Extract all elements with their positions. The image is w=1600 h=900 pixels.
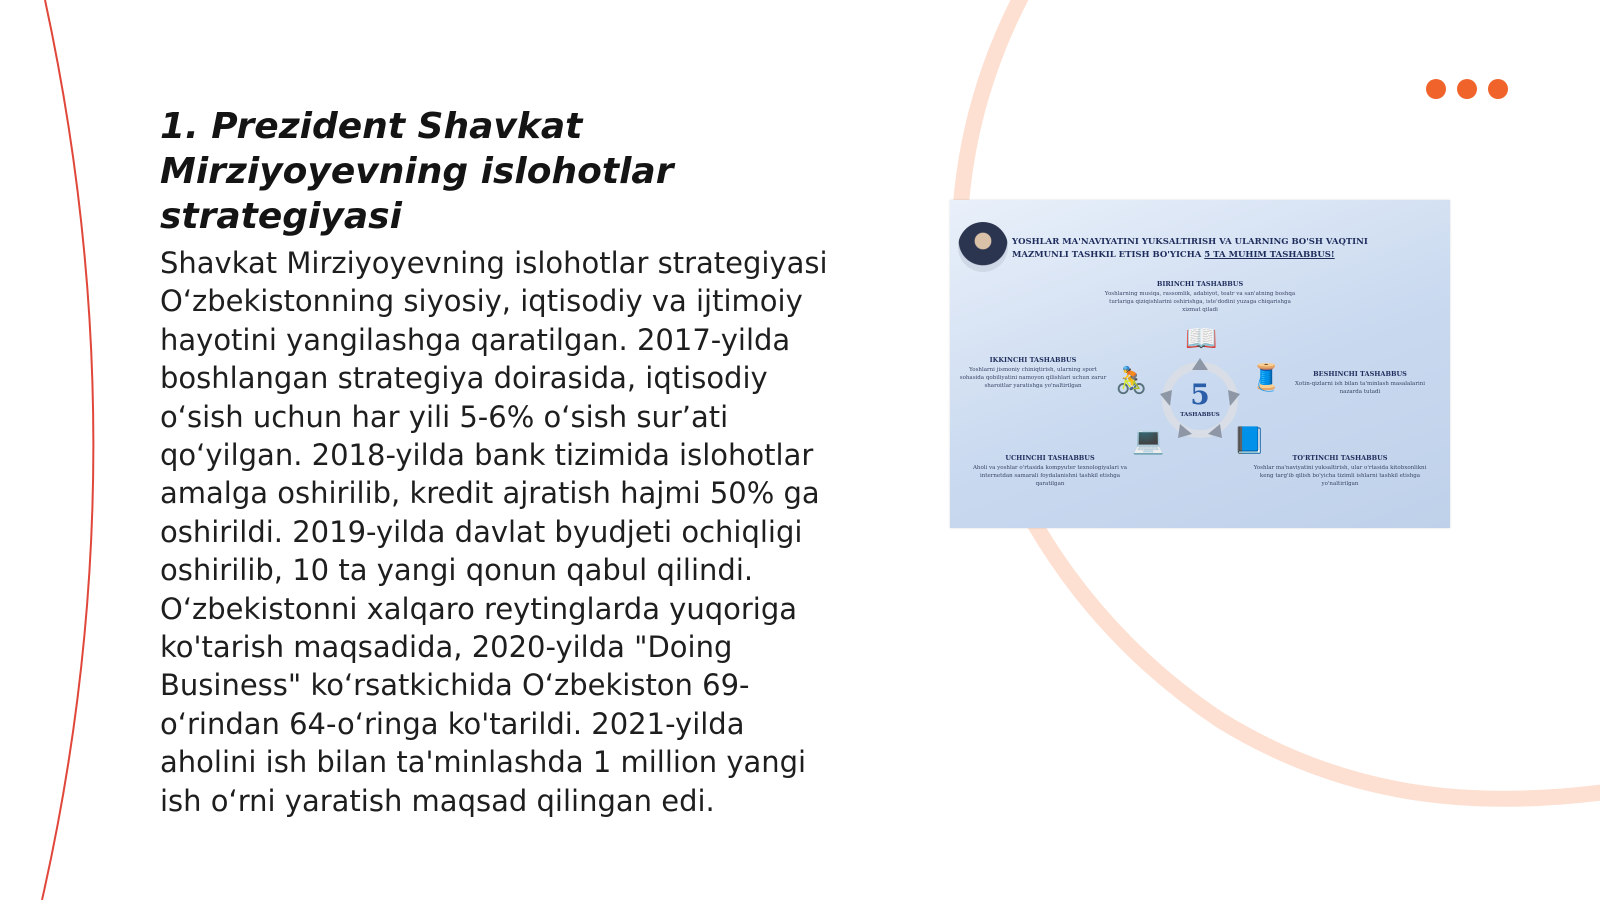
center-number: 5: [1190, 378, 1210, 411]
cyclist-icon: 🚴: [1115, 366, 1148, 396]
more-options-dots: [1426, 79, 1508, 99]
initiative-1-text: Yoshlarning musiqa, rassomlik, adabiyot, teatr va san'atning boshqa turlariga qiziqishlarini oshirishga, iste'dodini yuzaga chiqarishga xizmat qiladi: [1104, 291, 1296, 313]
decorative-red-line: [42, 0, 93, 900]
center-label: TASHABBUS: [1180, 412, 1220, 418]
portrait-image: [958, 222, 1008, 272]
dot-icon: [1457, 79, 1477, 99]
computer-icon: 💻: [1132, 426, 1165, 456]
initiative-2-text: Yoshlarni jismoniy chiniqtirish, ularning sport sohasida qobiliyatini namoyon qilishlari uchun zarur sharoitlar yaratishga yo'naltirilgan: [959, 367, 1107, 389]
book-reader-icon: 📖: [1185, 324, 1218, 354]
initiative-3-title: UCHINCHI TASHABBUS: [1005, 454, 1095, 462]
dot-icon: [1488, 79, 1508, 99]
initiative-3-text: Aholi va yoshlar o'rtasida kompyuter texnologiyalari va internetdan samarali foydalanishni tashkil etishga qaratilgan: [972, 465, 1128, 487]
infographic-heading-line2: MAZMUNLI TASHKIL ETISH BO'YICHA: [1012, 250, 1205, 260]
infographic-heading-underlined: 5 TA MUHIM TASHABBUS!: [1204, 250, 1335, 260]
slide-body-text: Shavkat Mirziyoyevning islohotlar strategiyasi O‘zbekistonning siyosiy, iqtisodiy va ijtimoiy hayotini yangilashga qaratilgan. 2017-yilda boshlangan strategiya doirasida, iqtisodiy o‘sish uchun har yili 5-6% o‘sish sur’ati qo‘yilgan. 2018-yilda bank tizimida islohotlar amalga oshirilib, kredit ajratish hajmi 50% ga oshirildi. 2019-yilda davlat byudjeti ochiqligi oshirilib, 10 ta yangi qonun qabul qilindi. O‘zbekistonni xalqaro reytinglarda yuqoriga ko'tarish maqsadida, 2020-yilda "Doing Business" ko‘rsatkichida O‘zbekiston 69-o‘rindan 64-o‘ringa ko'tarildi. 2021-yilda aholini ish bilan ta'minlashda 1 million yangi ish o‘rni yaratish maqsad qilingan edi.: [160, 246, 828, 818]
sewing-machine-icon: 🧵: [1250, 363, 1283, 393]
infographic-heading-line1: YOSHLAR MA'NAVIYATINI YUKSALTIRISH VA ULARNING BO'SH VAQTINI: [1012, 237, 1368, 247]
initiative-2-title: IKKINCHI TASHABBUS: [989, 356, 1077, 364]
dot-icon: [1426, 79, 1446, 99]
initiative-1-title: BIRINCHI TASHABBUS: [1156, 280, 1244, 288]
slide-title: 1. Prezident Shavkat Mirziyoyevning islohotlar strategiyasi: [160, 106, 674, 237]
initiative-5-text: Xotin-qizlarni ish bilan ta'minlash masalalarini nazarda tutadi: [1295, 381, 1426, 395]
initiatives-infographic: [950, 200, 1450, 528]
initiative-4-title: TO'RTINCHI TASHABBUS: [1292, 454, 1388, 462]
reading-icon: 📘: [1233, 426, 1266, 456]
infographic-heading: [1012, 236, 1432, 262]
initiative-5-title: BESHINCHI TASHABBUS: [1313, 370, 1407, 378]
initiative-4-text: Yoshlar ma'naviyatini yuksaltirish, ular o'rtasida kitobxonlikni keng targ'ib qilish bo'yicha tizimli ishlarni tashkil etishga yo'naltirilgan: [1253, 465, 1427, 487]
